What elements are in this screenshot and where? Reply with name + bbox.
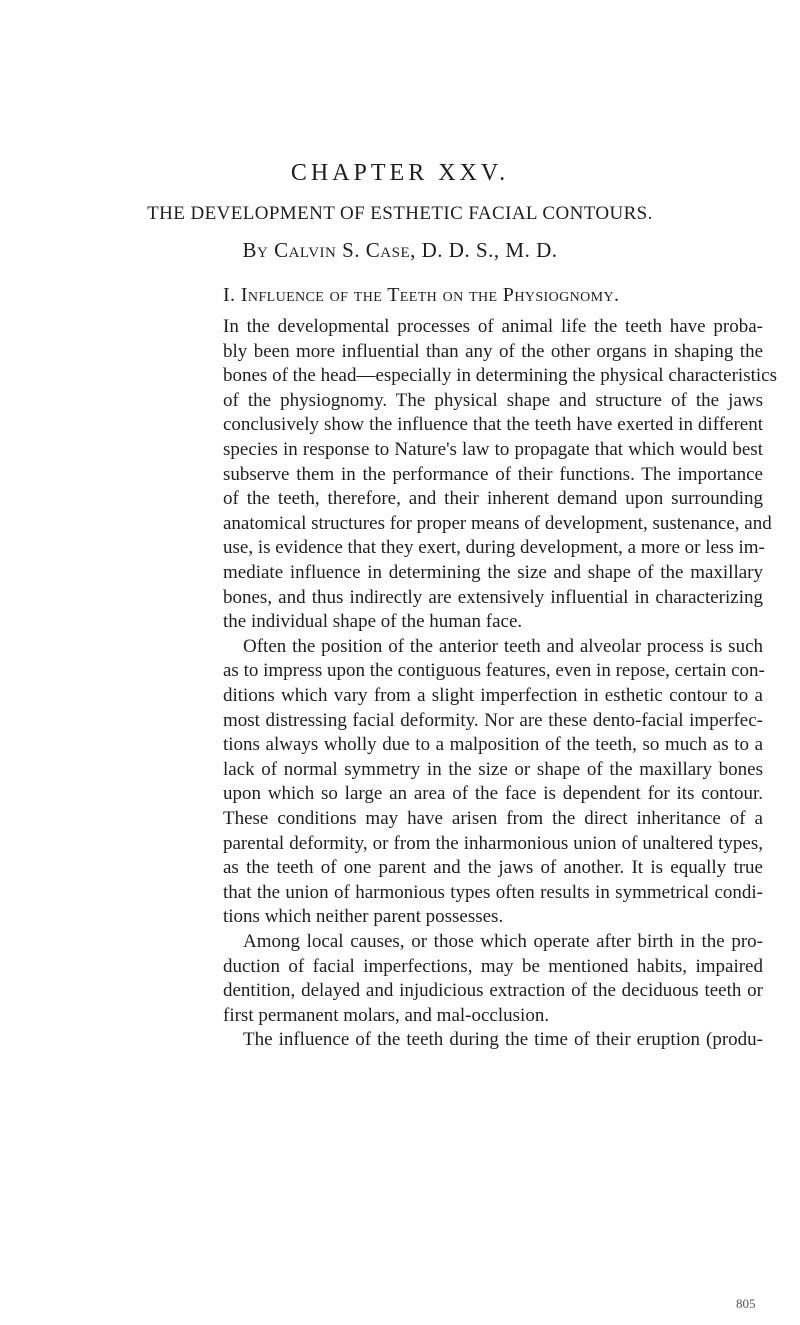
text-line: that the union of harmonious types often results in symmetrical condi-: [223, 881, 763, 903]
text-line: subserve them in the performance of their functions. The importance: [223, 463, 763, 485]
text-line: Among local causes, or those which operate after birth in the pro-: [243, 931, 763, 952]
text-line: duction of facial imperfections, may be mentioned habits, impaired: [223, 955, 763, 977]
author-line: [0, 238, 800, 263]
text-line: species in response to Nature's law to propagate that which would best: [223, 438, 763, 460]
page-number: 805: [736, 1296, 756, 1311]
chapter-heading: CHAPTER XXV.: [290, 160, 510, 186]
text-line: as to impress upon the contiguous features, even in repose, certain con-: [223, 660, 765, 682]
text-line: tions always wholly due to a malposition of the teeth, so much as to a: [223, 734, 763, 756]
text-line: anatomical structures for proper means of development, sustenance, and: [223, 512, 772, 534]
author-prefix: By: [242, 238, 269, 262]
text-line: tions which neither parent possesses.: [223, 906, 504, 928]
text-line: most distressing facial deformity. Nor are these dento-facial imperfec-: [223, 709, 763, 731]
author-name: Calvin S. Case, D. D. S., M. D.: [274, 238, 558, 262]
section-number: I.: [223, 284, 236, 306]
text-line: ditions which vary from a slight imperfection in esthetic contour to a: [223, 684, 763, 706]
text-line: These conditions may have arisen from the direct inheritance of a: [223, 807, 763, 829]
text-line: upon which so large an area of the face is dependent for its contour.: [223, 783, 763, 805]
text-line: the individual shape of the human face.: [223, 611, 523, 633]
text-line: first permanent molars, and mal-occlusion.: [223, 1004, 550, 1026]
text-line: mediate influence in determining the size and shape of the maxillary: [223, 561, 763, 583]
section-heading: [223, 284, 783, 307]
text-line: parental deformity, or from the inharmonious union of unaltered types,: [223, 832, 763, 854]
paragraph-2: [223, 635, 763, 930]
text-line: lack of normal symmetry in the size or shape of the maxillary bones: [223, 758, 763, 780]
text-line: bly been more influential than any of the other organs in shaping the: [223, 340, 763, 362]
text-line: use, is evidence that they exert, during development, a more or less im-: [223, 537, 765, 559]
text-line: as the teeth of one parent and the jaws of another. It is equally true: [223, 857, 763, 879]
text-line: conclusively show the influence that the teeth have exerted in different: [223, 414, 763, 436]
text-line: bones, and thus indirectly are extensively influential in characterizing: [223, 586, 763, 608]
text-line: bones of the head—especially in determining the physical characteristics: [223, 365, 777, 387]
text-line: In the developmental processes of animal life the teeth have proba-: [223, 316, 763, 337]
text-line: of the teeth, therefore, and their inherent demand upon surrounding: [223, 488, 763, 510]
chapter-title: THE DEVELOPMENT OF ESTHETIC FACIAL CONTOURS.: [147, 203, 653, 224]
paragraph-4: [223, 1028, 763, 1053]
text-line: Often the position of the anterior teeth and alveolar process is such: [243, 635, 763, 657]
text-line: dentition, delayed and injudicious extraction of the deciduous teeth or: [223, 980, 763, 1002]
section-title: Influence of the Teeth on the Physiognomy.: [240, 284, 620, 306]
paragraph-3: [223, 930, 763, 1028]
text-line: The influence of the teeth during the time of their eruption (produ-: [243, 1029, 763, 1051]
paragraph-1: [223, 315, 777, 635]
text-line: of the physiognomy. The physical shape and structure of the jaws: [223, 389, 763, 411]
